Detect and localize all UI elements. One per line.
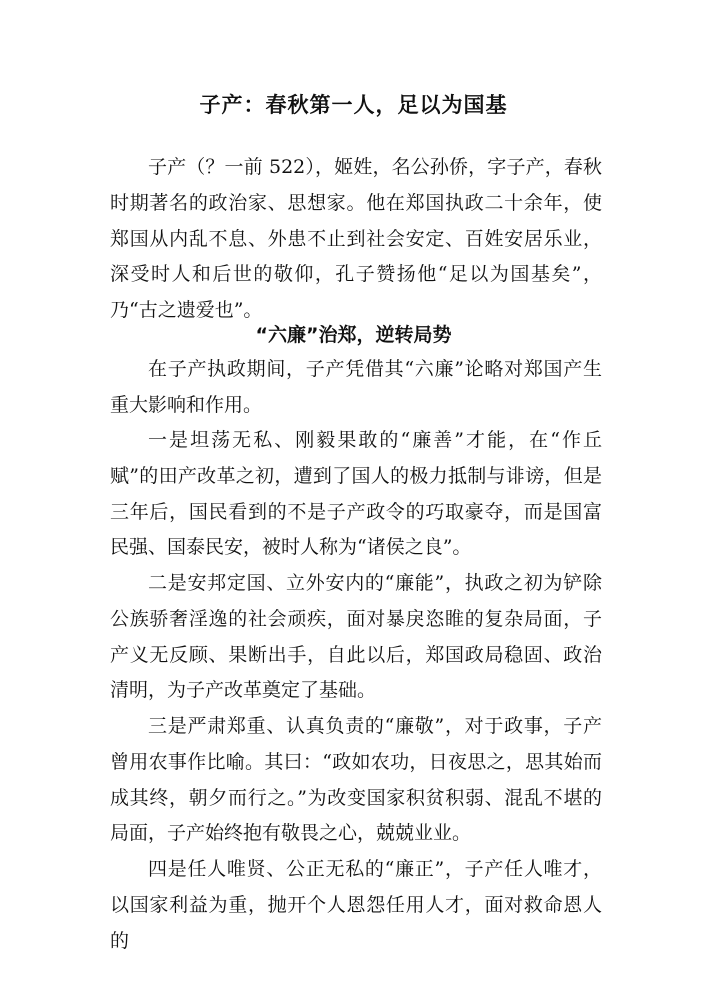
overview-paragraph: 在子产执政期间，子产凭借其“六廉”论略对郑国产生重大影响和作用。 xyxy=(110,358,602,416)
paragraph-lian-jing: 三是严肃郑重、认真负责的“廉敬”，对于政事，子产曾用农事作比喻。其曰：“政如农功，日夜思之，思其始而成其终，朝夕而行之。”为改变国家积贫积弱、混乱不堪的局面，子产始终抱有敬畏之心，兢兢业业。 xyxy=(110,715,602,845)
page-title: 子产：春秋第一人，足以为国基 xyxy=(199,92,508,117)
paragraph-lian-zheng: 四是任人唯贤、公正无私的“廉正”，子产任人唯才，以国家利益为重，抛开个人恩怨任用人才，面对救命恩人的 xyxy=(110,858,602,952)
section-heading: “六廉”治郑，逆转局势 xyxy=(255,324,452,346)
paragraph-lian-neng: 二是安邦定国、立外安内的“廉能”，执政之初为铲除公族骄奢淫逸的社会顽疾，面对暴戾恣睢的复杂局面，子产义无反顾、果断出手，自此以后，郑国政局稳固、政治清明，为子产改革奠定了基础。 xyxy=(110,572,602,702)
paragraph-lian-shan: 一是坦荡无私、刚毅果敢的“廉善”才能，在“作丘赋”的田产改革之初，遭到了国人的极力抵制与诽谤，但是三年后，国民看到的不是子产政令的巧取豪夺，而是国富民强、国泰民安，被时人称为“诸侯之良”。 xyxy=(110,429,602,559)
intro-paragraph: 子产（？一前 522），姬姓，名公孙侨，字子产，春秋时期著名的政治家、思想家。他在郑国执政二十余年，使郑国从内乱不息、外患不止到社会安定、百姓安居乐业，深受时人和后世的敬仰，孔子赞扬他“足以为国基矣”，乃“古之遗爱也”。 xyxy=(110,156,602,322)
